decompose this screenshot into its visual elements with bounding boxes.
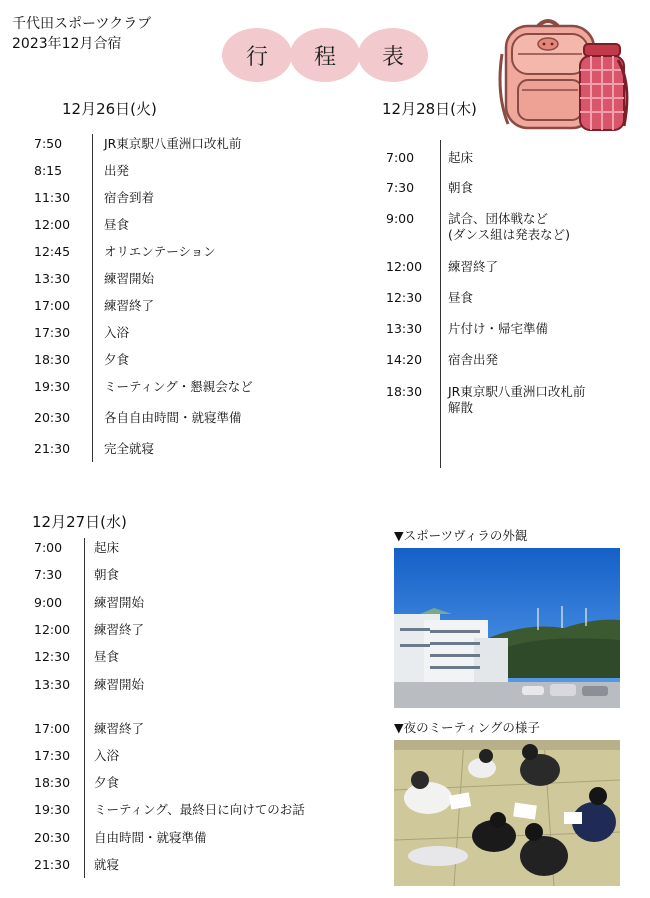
- schedule-activity: 練習終了: [448, 259, 499, 274]
- schedule-activity: 練習開始: [94, 595, 145, 610]
- schedule-activity: 試合、団体戦など: [448, 211, 549, 226]
- schedule-time: 7:00: [34, 540, 63, 555]
- schedule-activity: 入浴: [94, 748, 120, 763]
- page-title: [222, 28, 428, 82]
- schedule-time: 7:50: [34, 136, 63, 151]
- schedule-activity: 各自自由時間・就寝準備: [104, 410, 242, 425]
- schedule-activity: 昼食: [104, 217, 130, 232]
- schedule-time: 12:30: [386, 290, 423, 305]
- schedule-activity: 練習開始: [104, 271, 155, 286]
- schedule-activity: 起床: [448, 150, 474, 165]
- org-header: [12, 14, 151, 54]
- schedule-activity-note: (ダンス組は発表など): [448, 227, 571, 242]
- schedule-time: 18:30: [34, 775, 71, 790]
- schedule-time: 19:30: [34, 379, 71, 394]
- schedule-time: 19:30: [34, 802, 71, 817]
- schedule-activity: 入浴: [104, 325, 130, 340]
- exterior-caption: ▼スポーツヴィラの外観: [394, 528, 528, 543]
- schedule-time: 9:00: [386, 211, 415, 226]
- schedule-time: 12:00: [386, 259, 423, 274]
- day2-divider: [84, 538, 85, 878]
- day2-schedule: [34, 532, 324, 882]
- schedule-activity: オリエンテーション: [104, 244, 216, 259]
- schedule-time: 8:15: [34, 163, 63, 178]
- schedule-time: 20:30: [34, 410, 71, 425]
- schedule-time: 17:00: [34, 721, 71, 736]
- schedule-activity: 練習開始: [94, 677, 145, 692]
- schedule-activity: 夕食: [104, 352, 130, 367]
- schedule-activity: 練習終了: [104, 298, 155, 313]
- schedule-activity: 宿舎出発: [448, 352, 499, 367]
- schedule-activity: 出発: [104, 163, 130, 178]
- title-circle-1: 行: [222, 28, 292, 82]
- schedule-time: 7:30: [34, 567, 63, 582]
- schedule-time: 11:30: [34, 190, 71, 205]
- title-circle-2: 程: [290, 28, 360, 82]
- schedule-activity: ミーティング、最終日に向けてのお話: [94, 802, 305, 817]
- schedule-activity: 昼食: [94, 649, 120, 664]
- day1-divider: [92, 134, 93, 462]
- schedule-activity: 夕食: [94, 775, 120, 790]
- day3-schedule: [386, 140, 636, 470]
- schedule-activity: 自由時間・就寝準備: [94, 830, 207, 845]
- schedule-time: 13:30: [34, 271, 71, 286]
- schedule-time: 20:30: [34, 830, 71, 845]
- schedule-time: 12:45: [34, 244, 71, 259]
- schedule-time: 13:30: [386, 321, 423, 336]
- schedule-activity: ミーティング・懇親会など: [104, 379, 253, 394]
- exterior-photo: [394, 548, 620, 708]
- schedule-time: 17:30: [34, 748, 71, 763]
- schedule-activity: 片付け・帰宅準備: [448, 321, 549, 336]
- schedule-time: 12:00: [34, 622, 71, 637]
- backpack-illustration: [498, 14, 632, 136]
- schedule-time: 7:30: [386, 180, 415, 195]
- schedule-activity: 練習終了: [94, 622, 145, 637]
- schedule-time: 13:30: [34, 677, 71, 692]
- day3-heading: 12月28日(木): [382, 100, 477, 118]
- meeting-photo: [394, 740, 620, 886]
- day2-heading: 12月27日(水): [32, 513, 127, 531]
- schedule-activity: 朝食: [448, 180, 474, 195]
- schedule-time: 18:30: [386, 384, 423, 399]
- day1-heading: 12月26日(火): [62, 100, 157, 118]
- schedule-activity: JR東京駅八重洲口改札前: [448, 384, 586, 399]
- schedule-time: 14:20: [386, 352, 423, 367]
- schedule-activity: 昼食: [448, 290, 474, 305]
- schedule-time: 7:00: [386, 150, 415, 165]
- schedule-activity: 練習終了: [94, 721, 145, 736]
- schedule-time: 17:00: [34, 298, 71, 313]
- title-circle-3: 表: [358, 28, 428, 82]
- day1-schedule: [34, 128, 304, 464]
- schedule-time: 9:00: [34, 595, 63, 610]
- schedule-time: 12:30: [34, 649, 71, 664]
- schedule-activity-note: 解散: [448, 400, 474, 415]
- schedule-activity: 起床: [94, 540, 120, 555]
- org-name: 千代田スポーツクラブ: [12, 16, 152, 32]
- schedule-activity: 宿舎到着: [104, 190, 155, 205]
- day3-divider: [440, 140, 441, 468]
- schedule-time: 18:30: [34, 352, 71, 367]
- schedule-activity: 就寝: [94, 857, 120, 872]
- event-subtitle: 2023年12月合宿: [12, 36, 122, 52]
- thermos-icon: [580, 44, 627, 130]
- schedule-activity: 完全就寝: [104, 441, 155, 456]
- schedule-activity: JR東京駅八重洲口改札前: [104, 136, 242, 151]
- schedule-time: 21:30: [34, 441, 71, 456]
- schedule-time: 17:30: [34, 325, 71, 340]
- schedule-activity: 朝食: [94, 567, 120, 582]
- schedule-time: 21:30: [34, 857, 71, 872]
- schedule-time: 12:00: [34, 217, 71, 232]
- meeting-caption: ▼夜のミーティングの様子: [394, 720, 540, 735]
